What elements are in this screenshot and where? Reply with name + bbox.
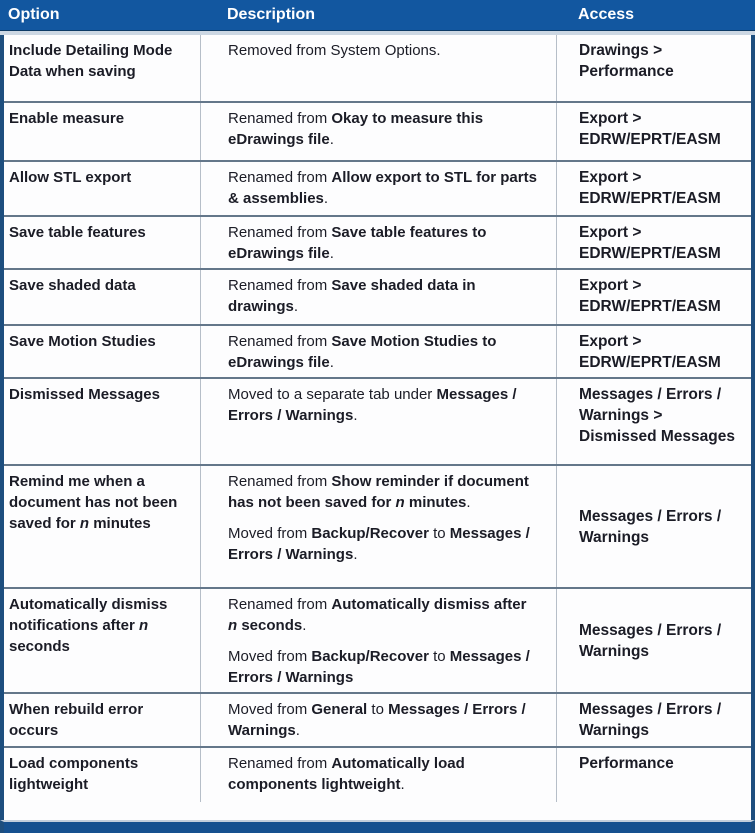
description-paragraph: Moved from General to Messages / Errors / Warnings. <box>228 701 526 739</box>
table-row <box>4 160 751 215</box>
description-cell <box>200 379 556 464</box>
description-cell <box>200 162 556 215</box>
description-cell <box>200 694 556 746</box>
access-cell: Messages / Errors / Warnings <box>556 694 751 746</box>
table-row <box>4 268 751 324</box>
table-row <box>4 587 751 692</box>
description-paragraph: Renamed from Save table features to eDrawings file. <box>228 224 487 262</box>
description-paragraph: Renamed from Show reminder if document has not been saved for n minutes. <box>228 473 529 511</box>
option-cell: When rebuild error occurs <box>9 701 144 739</box>
table-row <box>4 324 751 377</box>
option-cell: Include Detailing Mode Data when saving <box>9 42 173 80</box>
description-paragraph: Renamed from Save shaded data in drawings. <box>228 277 476 315</box>
table-body <box>0 35 755 820</box>
table-row <box>4 746 751 802</box>
description-cell <box>200 589 556 692</box>
access-cell: Messages / Errors / Warnings <box>556 589 751 692</box>
option-cell: Automatically dismiss notifications after n seconds <box>9 596 168 655</box>
column-header-option: Option <box>8 6 60 23</box>
description-paragraph: Renamed from Automatically dismiss after n seconds. <box>228 596 527 634</box>
description-cell <box>200 748 556 802</box>
access-cell: Performance <box>556 748 751 802</box>
access-cell: Export > EDRW/EPRT/EASM <box>556 103 751 160</box>
option-cell: Allow STL export <box>9 169 132 186</box>
option-cell: Dismissed Messages <box>9 386 160 403</box>
option-cell: Save table features <box>9 224 146 241</box>
table-header-row <box>0 0 755 31</box>
table-row <box>4 101 751 160</box>
table-row <box>4 377 751 464</box>
description-paragraph: Moved from Backup/Recover to Messages / Errors / Warnings <box>228 648 530 686</box>
table-bottom-border <box>0 820 755 833</box>
table-row <box>4 692 751 746</box>
access-cell: Messages / Errors / Warnings > Dismissed Messages <box>556 379 751 464</box>
description-paragraph: Moved to a separate tab under Messages / Errors / Warnings. <box>228 386 517 424</box>
access-cell: Export > EDRW/EPRT/EASM <box>556 326 751 377</box>
option-cell: Save shaded data <box>9 277 136 294</box>
option-cell: Save Motion Studies <box>9 333 156 350</box>
description-cell <box>200 270 556 324</box>
column-header-description: Description <box>227 6 316 23</box>
option-cell: Remind me when a document has not been saved for n minutes <box>9 473 178 532</box>
table-row <box>4 35 751 101</box>
table-row <box>4 215 751 268</box>
table-row <box>4 464 751 587</box>
description-cell <box>200 35 556 101</box>
description-cell <box>200 217 556 268</box>
description-cell <box>200 103 556 160</box>
access-cell: Export > EDRW/EPRT/EASM <box>556 270 751 324</box>
access-cell: Drawings > Performance <box>556 35 751 101</box>
access-cell: Export > EDRW/EPRT/EASM <box>556 217 751 268</box>
column-header-access: Access <box>578 6 635 23</box>
description-paragraph: Moved from Backup/Recover to Messages / Errors / Warnings. <box>228 525 530 563</box>
description-paragraph: Renamed from Allow export to STL for parts & assemblies. <box>228 169 537 207</box>
access-cell: Messages / Errors / Warnings <box>556 466 751 587</box>
description-paragraph: Renamed from Save Motion Studies to eDrawings file. <box>228 333 497 371</box>
description-paragraph: Renamed from Okay to measure this eDrawings file. <box>228 110 484 148</box>
option-cell: Load components lightweight <box>9 755 139 793</box>
description-paragraph: Renamed from Automatically load components lightweight. <box>228 755 465 793</box>
description-cell <box>200 326 556 377</box>
access-cell: Export > EDRW/EPRT/EASM <box>556 162 751 215</box>
description-cell <box>200 466 556 587</box>
description-paragraph: Removed from System Options. <box>228 42 441 59</box>
option-cell: Enable measure <box>9 110 125 127</box>
